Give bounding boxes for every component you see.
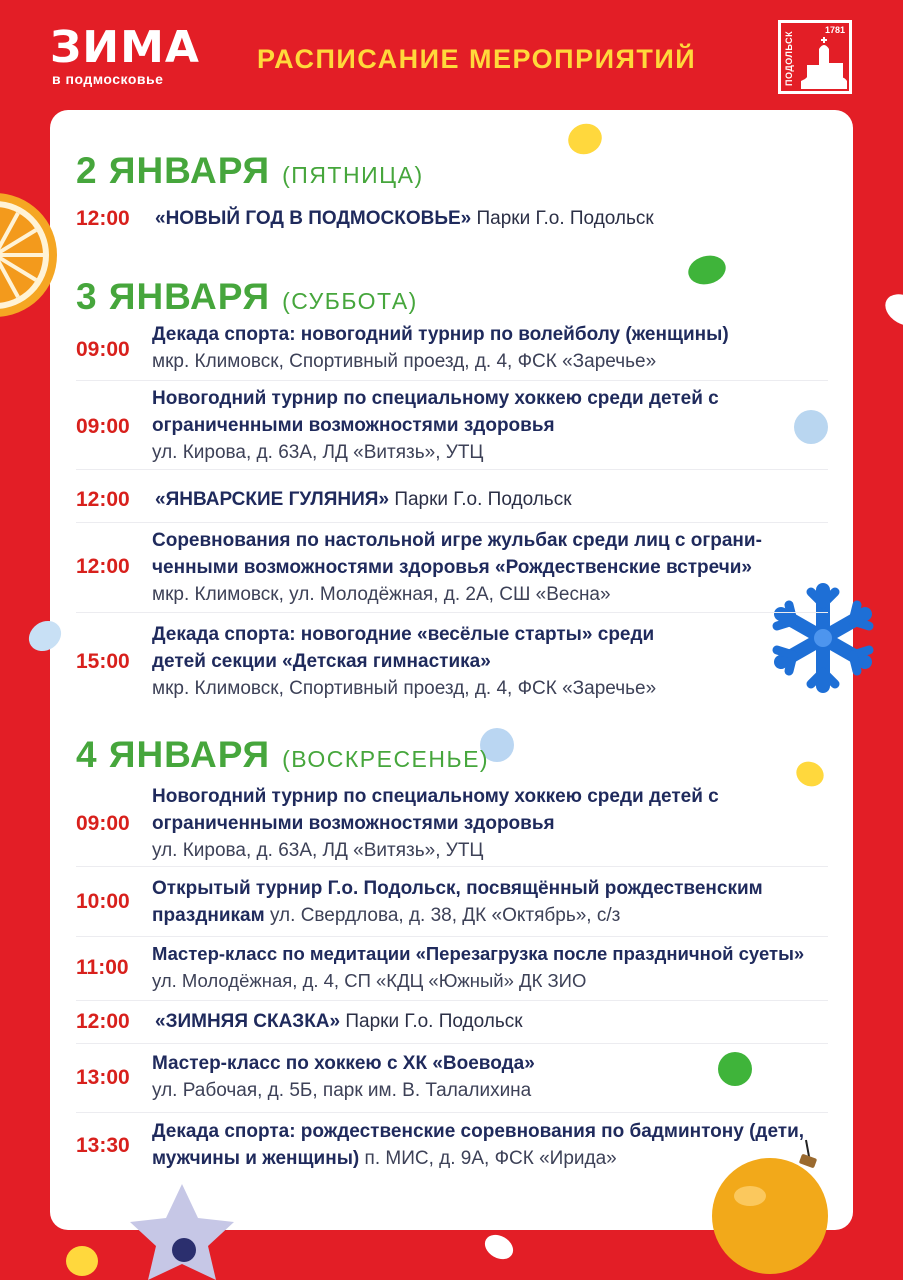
divider <box>76 522 828 523</box>
day-weekday: (ПЯТНИЦА) <box>282 162 424 188</box>
event-time: 12:00 <box>76 555 130 578</box>
divider <box>76 1000 828 1001</box>
divider <box>76 866 828 867</box>
day-date: 2 ЯНВАРЯ <box>76 150 271 191</box>
day-weekday: (ВОСКРЕСЕНЬЕ) <box>282 746 490 772</box>
event-time: 09:00 <box>76 812 130 835</box>
event-time: 10:00 <box>76 890 130 913</box>
confetti-blue-icon <box>794 410 828 444</box>
day-date: 3 ЯНВАРЯ <box>76 276 271 317</box>
day-heading <box>76 734 489 776</box>
event-title: Декада спорта: рождественские соревнования по бадминтону (дети, мужчины и женщины) <box>152 1121 805 1169</box>
event-place: Парки Г.о. Подольск <box>345 1011 523 1032</box>
day-date: 4 ЯНВАРЯ <box>76 734 271 775</box>
emblem-text: ПОДОЛЬСК <box>784 30 794 86</box>
event-place: ул. Молодёжная, д. 4, СП «КДЦ «Южный» ДК ЗИО <box>152 970 587 991</box>
event-title: Новогодний турнир по специальному хоккею среди детей с ограниченными возможностями здоровья <box>152 786 719 834</box>
event-title: Новогодний турнир по специальному хоккею среди детей с ограниченными возможностями здоровья <box>152 388 719 436</box>
day-heading <box>76 150 424 192</box>
day-weekday: (СУББОТА) <box>282 288 418 314</box>
event-place: мкр. Климовск, Спортивный проезд, д. 4, ФСК «Заречье» <box>152 678 657 699</box>
day-heading <box>76 276 418 318</box>
logo-title: ЗИМА <box>50 22 200 73</box>
event-text <box>155 205 825 232</box>
event-time: 09:00 <box>76 338 130 361</box>
event-time: 11:00 <box>76 956 129 979</box>
event-text <box>155 486 825 513</box>
event-text <box>152 1118 832 1172</box>
page-title: РАСПИСАНИЕ МЕРОПРИЯТИЙ <box>257 44 697 74</box>
event-text <box>152 940 832 994</box>
event-title: «НОВЫЙ ГОД В ПОДМОСКОВЬЕ» <box>155 208 472 229</box>
event-title: «ЗИМНЯЯ СКАЗКА» <box>155 1011 341 1032</box>
event-place: ул. Рабочая, д. 5Б, парк им. В. Талалихина <box>152 1080 532 1101</box>
confetti-white-icon <box>880 288 903 332</box>
event-place: п. МИС, д. 9А, ФСК «Ирида» <box>364 1148 617 1169</box>
event-text <box>152 527 802 608</box>
event-time: 15:00 <box>76 650 130 673</box>
confetti-white-icon <box>481 1230 518 1264</box>
event-text <box>152 621 672 702</box>
event-title: Мастер-класс по хоккею с ХК «Воевода» <box>152 1053 535 1074</box>
divider <box>76 380 828 381</box>
event-title: Открытый турнир Г.о. Подольск, посвящённый рождественским праздникам <box>152 878 763 926</box>
event-place: мкр. Климовск, ул. Молодёжная, д. 2А, СШ «Весна» <box>152 584 611 605</box>
event-text <box>152 1050 822 1104</box>
event-title: Декада спорта: новогодние «весёлые старты» среди детей секции «Детская гимнастика» <box>152 624 655 672</box>
confetti-yellow-icon <box>66 1246 98 1276</box>
event-place: Парки Г.о. Подольск <box>476 208 654 229</box>
event-title: «ЯНВАРСКИЕ ГУЛЯНИЯ» <box>155 489 390 510</box>
event-place: ул. Кирова, д. 63А, ЛД «Витязь», УТЦ <box>152 442 484 463</box>
event-text <box>152 783 792 864</box>
event-place: ул. Свердлова, д. 38, ДК «Октябрь», с/з <box>269 905 621 926</box>
event-text <box>152 875 832 929</box>
divider <box>76 1112 828 1113</box>
event-time: 12:00 <box>76 488 130 511</box>
event-text <box>155 1008 825 1035</box>
event-text <box>152 321 822 375</box>
event-title: Мастер-класс по медитации «Перезагрузка после праздничной суеты» <box>152 943 805 964</box>
divider <box>76 936 828 937</box>
emblem-year: 1781 <box>824 25 845 35</box>
event-title: Соревнования по настольной игре жульбак среди лиц с ограни-ченными возможностями здоровья «Рождественские встречи» <box>152 530 762 578</box>
event-time: 09:00 <box>76 415 130 438</box>
event-time: 12:00 <box>76 207 130 230</box>
star-toy-icon <box>112 1180 252 1280</box>
event-place: Парки Г.о. Подольск <box>394 489 572 510</box>
event-text <box>152 385 792 466</box>
orange-slice-icon <box>0 185 60 325</box>
church-icon <box>799 35 849 91</box>
event-time: 13:30 <box>76 1134 130 1157</box>
divider <box>76 469 828 470</box>
event-title: Декада спорта: новогодний турнир по волейболу (женщины) <box>152 324 729 345</box>
event-time: 12:00 <box>76 1010 130 1033</box>
event-place: ул. Кирова, д. 63А, ЛД «Витязь», УТЦ <box>152 840 484 861</box>
event-time: 13:00 <box>76 1066 130 1089</box>
event-place: мкр. Климовск, Спортивный проезд, д. 4, ФСК «Заречье» <box>152 351 657 372</box>
podolsk-emblem <box>778 20 852 94</box>
divider <box>76 612 828 613</box>
logo-subtitle: в подмосковье <box>52 71 164 87</box>
divider <box>76 1043 828 1044</box>
